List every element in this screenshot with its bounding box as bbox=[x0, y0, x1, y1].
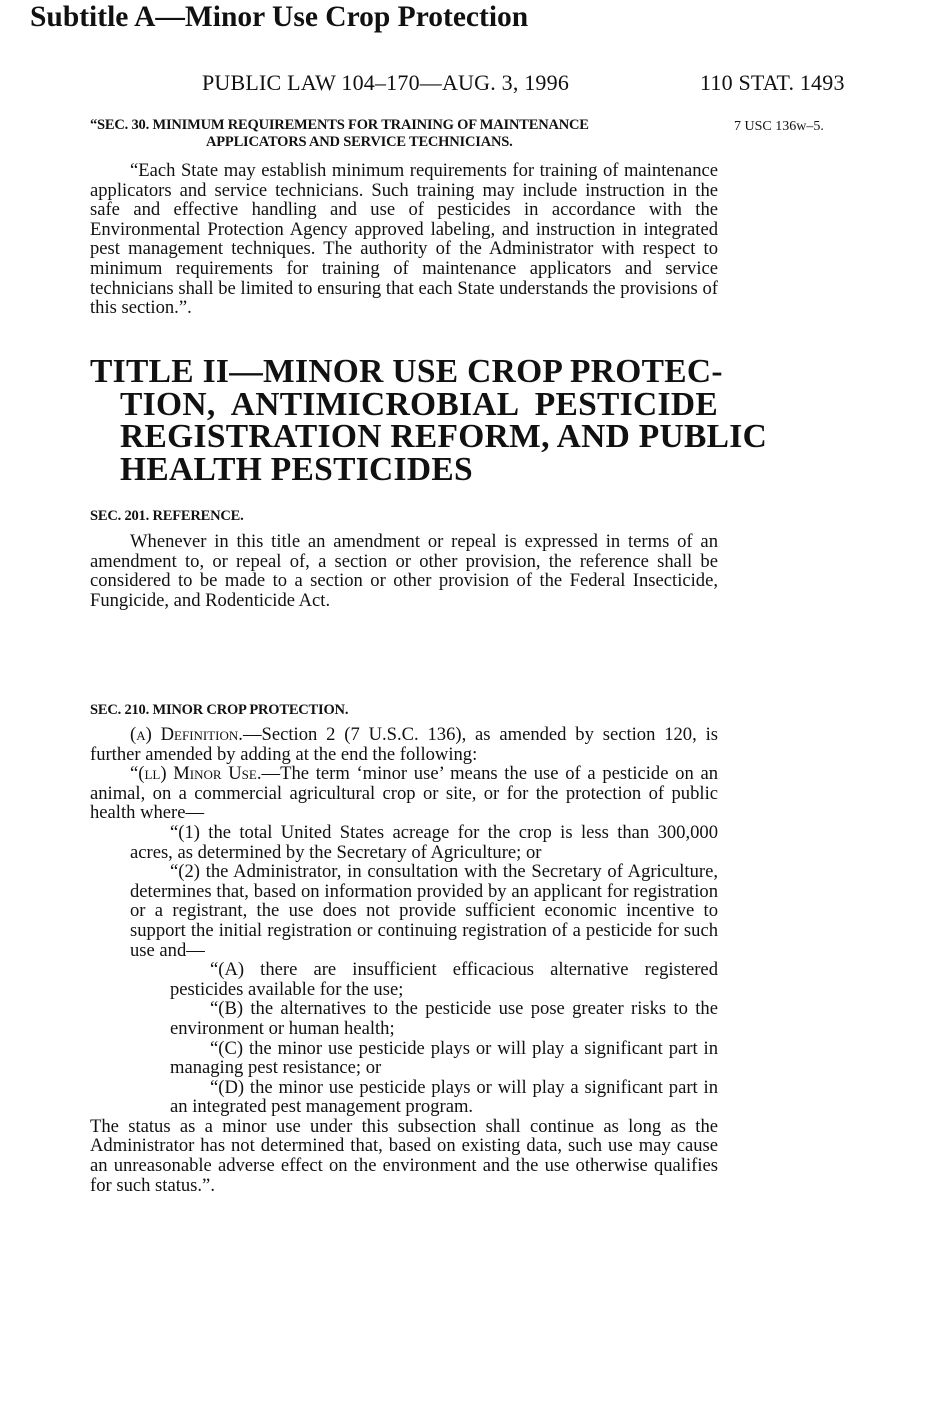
sec30-body: “Each State may establish minimum requirements for training of maintenance applicators and service technicians. Such training may include instruction in the safe and effective handling and use of pesticides in accordance with the Environmental Protection Agency approved labeling, and instruction in integrated pest management techniques. The authority of the Administrator with respect to minimum requirements for training of maintenance applicators and service technicians shall be limited to ensuring that each State understands the provisions of this section.”. bbox=[90, 160, 718, 319]
title-ii-line1: TITLE II—MINOR USE CROP PROTEC- bbox=[90, 353, 723, 390]
definition-ll bbox=[90, 764, 718, 823]
subtitle-a-heading: Subtitle A—Minor Use Crop Protection bbox=[30, 1, 529, 33]
running-header-page: 110 STAT. 1493 bbox=[700, 70, 845, 95]
subsection-a-label: (a) Definition. bbox=[130, 724, 243, 745]
subsection-a bbox=[90, 725, 718, 764]
sec30-heading-line2: APPLICATORS AND SERVICE TECHNICIANS. bbox=[206, 134, 513, 150]
paragraph-1: “(1) the total United States acreage for the crop is less than 300,000 acres, as determined by the Secretary of Agriculture; or bbox=[130, 821, 718, 863]
definition-ll-text: —The term ‘minor use’ means the use of a pesticide on an animal, on a commercial agricultural crop or site, or for the protection of public health where— bbox=[90, 763, 719, 824]
sec201-body: Whenever in this title an amendment or repeal is expressed in terms of an amendment to, or repeal of, a section or other provision, the reference shall be considered to be made to a section or other provision of the Federal Insecticide, Fungicide, and Rodenticide Act. bbox=[90, 531, 718, 611]
title-ii-line2: TION, ANTIMICROBIAL PESTICIDE bbox=[120, 385, 718, 423]
sec210-heading: SEC. 210. MINOR CROP PROTECTION. bbox=[90, 702, 349, 718]
subsection-a-text: —Section 2 (7 U.S.C. 136), as amended by section 120, is further amended by adding at the end the following: bbox=[90, 724, 718, 765]
sec30-heading bbox=[90, 117, 718, 151]
title-ii-line3: REGISTRATION REFORM, AND PUBLIC bbox=[120, 418, 768, 455]
subparagraph-a: “(A) there are insufficient efficacious alternative registered pesticides available for the use; bbox=[170, 959, 718, 1000]
sec210-body bbox=[90, 725, 718, 1195]
usc-margin-citation: 7 USC 136w–5. bbox=[734, 119, 824, 134]
sec201-heading: SEC. 201. REFERENCE. bbox=[90, 508, 244, 524]
title-ii-line4: HEALTH PESTICIDES bbox=[120, 450, 473, 488]
running-header-left: PUBLIC LAW 104–170—AUG. 3, 1996 bbox=[202, 70, 570, 95]
subparagraph-d: “(D) the minor use pesticide plays or will play a significant part in an integrated pest management program. bbox=[170, 1076, 718, 1118]
paragraph-2: “(2) the Administrator, in consultation with the Secretary of Agriculture, determines that, based on information provided by an applicant for registration or a registrant, the use does not provide sufficient economic incentive to support the initial registration or continuing registration of a pesticide for such use and— bbox=[130, 861, 718, 961]
definition-ll-label: “(ll) Minor Use. bbox=[130, 763, 262, 785]
closing-paragraph: The status as a minor use under this subsection shall continue as long as the Administrator has not determined that, based on existing data, such use may cause an unreasonable adverse effect on the environment and the use otherwise qualifies for such status.”. bbox=[90, 1115, 718, 1196]
subparagraph-b: “(B) the alternatives to the pesticide use pose greater risks to the environment or human health; bbox=[170, 998, 718, 1039]
sec30-heading-line1: “SEC. 30. MINIMUM REQUIREMENTS FOR TRAINING OF MAINTENANCE bbox=[90, 117, 589, 133]
title-ii-heading bbox=[90, 353, 768, 488]
subparagraph-c: “(C) the minor use pesticide plays or will play a significant part in managing pest resistance; or bbox=[170, 1037, 718, 1079]
